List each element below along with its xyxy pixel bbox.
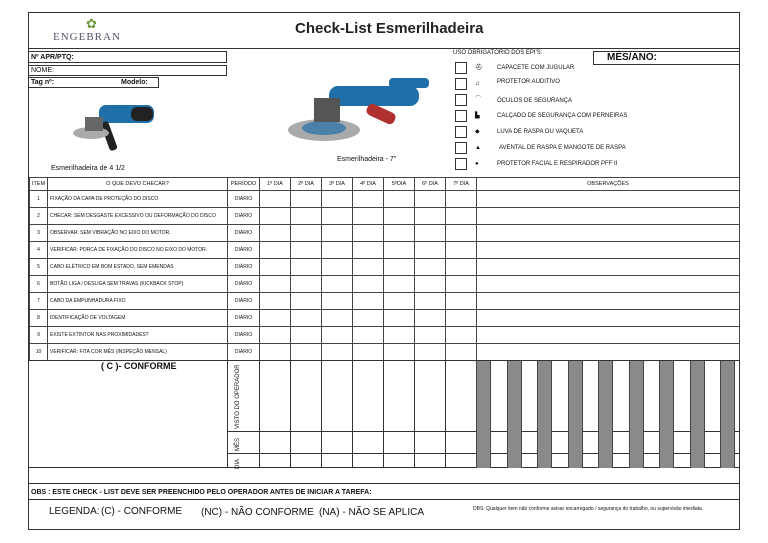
observation-cell[interactable] <box>477 327 740 344</box>
day-3-cell[interactable] <box>322 259 353 276</box>
observation-cell[interactable] <box>477 259 740 276</box>
day-2-cell[interactable] <box>291 276 322 293</box>
table-row <box>30 225 740 242</box>
check-description: OBSERVAR: SEM VIBRAÇÃO NO EIXO DO MOTOR. <box>48 225 228 242</box>
glove-icon: ◆ <box>475 129 480 135</box>
day-2-cell[interactable] <box>291 310 322 327</box>
day-1-cell[interactable] <box>260 327 291 344</box>
table-header-row <box>30 178 740 191</box>
shaded-block <box>629 361 644 468</box>
day-3-cell[interactable] <box>322 225 353 242</box>
table-row <box>30 259 740 276</box>
day-4-cell[interactable] <box>353 208 384 225</box>
day-2-cell[interactable] <box>291 242 322 259</box>
period-value: DIÁRIO <box>228 310 260 327</box>
day-5-cell[interactable] <box>384 225 415 242</box>
col-item: ITEM <box>30 178 48 191</box>
day-4-cell[interactable] <box>353 225 384 242</box>
day-5-cell[interactable] <box>384 276 415 293</box>
shaded-block <box>507 361 522 468</box>
check-description: CABO DA EMPUNHADURA FIXO <box>48 293 228 310</box>
col-check: O QUE DEVO CHECAR? <box>48 178 228 191</box>
apron-icon: ▲ <box>475 145 481 151</box>
col-day-6: 6º DIA <box>415 178 446 191</box>
mes-ano-label: MÊS/ANO: <box>607 52 657 63</box>
day-6-cell[interactable] <box>415 191 446 208</box>
check-description: FIXAÇÃO DA CAPA DE PROTEÇÃO DO DISCO <box>48 191 228 208</box>
table-row <box>30 293 740 310</box>
observation-cell[interactable] <box>477 191 740 208</box>
goggles-icon: ⌒ <box>475 97 482 103</box>
small-grinder-image <box>59 93 169 163</box>
day-7-cell[interactable] <box>446 259 477 276</box>
observation-cell[interactable] <box>477 276 740 293</box>
day-3-cell[interactable] <box>322 344 353 361</box>
day-1-cell[interactable] <box>260 344 291 361</box>
day-3-cell[interactable] <box>322 242 353 259</box>
item-number: 3 <box>30 225 48 242</box>
day-2-cell[interactable] <box>291 225 322 242</box>
day-4-cell[interactable] <box>353 327 384 344</box>
day-6-cell[interactable] <box>415 310 446 327</box>
day-4-cell[interactable] <box>353 310 384 327</box>
item-number: 1 <box>30 191 48 208</box>
ppe-label-calcado: CALÇADO DE SEGURANÇA COM PERNEIRAS <box>497 113 628 119</box>
legend-nao-se-aplica: (NA) - NÃO SE APLICA <box>319 507 425 518</box>
period-value: DIÁRIO <box>228 259 260 276</box>
ppe-label-avental: AVENTAL DE RASPA E MANGOTE DE RASPA <box>499 145 626 151</box>
visto-operador-label: VISTO DO OPERADOR <box>235 364 241 429</box>
period-value: DIÁRIO <box>228 225 260 242</box>
legend-label: LEGENDA: <box>49 506 100 517</box>
brand-name: ENGEBRAN <box>53 31 121 43</box>
table-row <box>30 191 740 208</box>
obs-line: OBS : ESTE CHECK - LIST DEVE SER PREENCHIDO PELO OPERADOR ANTES DE INICIAR A TAREFA: <box>31 489 372 496</box>
nome-label: NOME: <box>31 67 54 74</box>
period-value: DIÁRIO <box>228 276 260 293</box>
day-7-cell[interactable] <box>446 327 477 344</box>
observation-cell[interactable] <box>477 344 740 361</box>
check-description: IDENTIFICAÇÃO DE VOLTAGEM <box>48 310 228 327</box>
item-number: 5 <box>30 259 48 276</box>
day-1-cell[interactable] <box>260 242 291 259</box>
day-2-cell[interactable] <box>291 327 322 344</box>
face-shield-icon: ● <box>475 161 479 167</box>
table-row <box>30 208 740 225</box>
grid-line <box>321 360 322 468</box>
shaded-block <box>690 361 705 468</box>
ppe-label-oculos: ÓCULOS DE SEGURANÇA <box>497 98 573 104</box>
day-4-cell[interactable] <box>353 191 384 208</box>
ppe-checkbox-capacete[interactable] <box>455 62 467 74</box>
item-number: 4 <box>30 242 48 259</box>
shaded-block <box>720 361 735 468</box>
day-1-cell[interactable] <box>260 310 291 327</box>
table-row <box>30 327 740 344</box>
grid-line <box>259 360 260 468</box>
check-description: CABO ELÉTRICO EM BOM ESTADO, SEM EMENDAS <box>48 259 228 276</box>
day-7-cell[interactable] <box>446 293 477 310</box>
item-number: 7 <box>30 293 48 310</box>
day-3-cell[interactable] <box>322 276 353 293</box>
modelo-label: Modelo: <box>121 79 148 86</box>
boot-icon: ▙ <box>475 113 480 119</box>
day-3-cell[interactable] <box>322 293 353 310</box>
day-3-cell[interactable] <box>322 327 353 344</box>
item-number: 6 <box>30 276 48 293</box>
day-2-cell[interactable] <box>291 259 322 276</box>
conforme-note: ( C )- CONFORME <box>101 361 177 371</box>
day-4-cell[interactable] <box>353 293 384 310</box>
col-day-7: 7º DIA <box>446 178 477 191</box>
divider <box>29 483 739 484</box>
day-4-cell[interactable] <box>353 259 384 276</box>
grid-line <box>290 360 291 468</box>
day-7-cell[interactable] <box>446 208 477 225</box>
day-3-cell[interactable] <box>322 208 353 225</box>
nome-field[interactable] <box>29 65 227 76</box>
tag-label: Tag nº: <box>31 79 55 86</box>
legend-nao-conforme: (NC) - NÃO CONFORME <box>201 507 314 518</box>
period-value: DIÁRIO <box>228 327 260 344</box>
observation-cell[interactable] <box>477 293 740 310</box>
divider <box>29 499 739 500</box>
day-7-cell[interactable] <box>446 344 477 361</box>
day-6-cell[interactable] <box>415 327 446 344</box>
day-2-cell[interactable] <box>291 208 322 225</box>
observation-cell[interactable] <box>477 208 740 225</box>
col-observations: OBSERVAÇÕES <box>477 178 740 191</box>
ppe-label-protetor-auditivo: PROTETOR AUDITIVO <box>497 79 560 85</box>
day-5-cell[interactable] <box>384 293 415 310</box>
day-5-cell[interactable] <box>384 191 415 208</box>
day-7-cell[interactable] <box>446 242 477 259</box>
table-row <box>30 276 740 293</box>
dia-label: DIA <box>235 458 241 469</box>
day-3-cell[interactable] <box>322 191 353 208</box>
day-5-cell[interactable] <box>384 310 415 327</box>
day-5-cell[interactable] <box>384 242 415 259</box>
day-1-cell[interactable] <box>260 259 291 276</box>
observation-cell[interactable] <box>477 242 740 259</box>
day-5-cell[interactable] <box>384 208 415 225</box>
page-title: Check-List Esmerilhadeira <box>295 20 484 37</box>
ppe-checkbox-protetor-auditivo[interactable] <box>455 78 467 90</box>
day-6-cell[interactable] <box>415 276 446 293</box>
day-1-cell[interactable] <box>260 191 291 208</box>
col-day-2: 2º DIA <box>291 178 322 191</box>
day-1-cell[interactable] <box>260 276 291 293</box>
obs-right-note: OBS: Qualquer item não conforme avisar encarregado / segurança do trabalho, ou supervisão imediata. <box>472 506 704 512</box>
check-description: CHECAR: SEM DESGASTE EXCESSIVO OU DEFORMAÇÃO DO DISCO <box>48 208 228 225</box>
company-logo <box>53 17 143 47</box>
day-4-cell[interactable] <box>353 344 384 361</box>
day-4-cell[interactable] <box>353 242 384 259</box>
item-number: 10 <box>30 344 48 361</box>
shaded-block <box>476 361 491 468</box>
col-day-1: 1º DIA <box>260 178 291 191</box>
day-7-cell[interactable] <box>446 310 477 327</box>
shaded-block <box>537 361 552 468</box>
table-row <box>30 344 740 361</box>
small-grinder-caption: Esmerilhadeira de 4 1/2 <box>51 165 125 172</box>
item-number: 9 <box>30 327 48 344</box>
table-row <box>30 242 740 259</box>
period-value: DIÁRIO <box>228 344 260 361</box>
grid-line <box>383 360 384 468</box>
ppe-checkbox-calcado[interactable] <box>455 110 467 122</box>
item-number: 8 <box>30 310 48 327</box>
check-description: VERIFICAR: FITA COR MÊS (INSPEÇÃO MENSAL) <box>48 344 228 361</box>
day-2-cell[interactable] <box>291 191 322 208</box>
day-5-cell[interactable] <box>384 344 415 361</box>
check-description: VERIFICAR: PORCA DE FIXAÇÃO DO DISCO NO EIXO DO MOTOR. <box>48 242 228 259</box>
observation-cell[interactable] <box>477 225 740 242</box>
observation-cell[interactable] <box>477 310 740 327</box>
shaded-block <box>659 361 674 468</box>
grid-line <box>414 360 415 468</box>
day-2-cell[interactable] <box>291 293 322 310</box>
day-4-cell[interactable] <box>353 276 384 293</box>
legend-conforme: (C) - CONFORME <box>101 506 183 517</box>
day-6-cell[interactable] <box>415 242 446 259</box>
day-2-cell[interactable] <box>291 344 322 361</box>
ppe-helmet-icon: ⛑ <box>475 65 483 71</box>
col-day-3: 3º DIA <box>322 178 353 191</box>
ppe-title: USO OBRIGATÓRIO DOS EPI'S: <box>453 50 543 56</box>
ppe-checkbox-protetor-facial[interactable] <box>455 158 467 170</box>
col-day-5: 5ºDIA <box>384 178 415 191</box>
grid-line <box>445 360 446 468</box>
grid-line <box>352 360 353 468</box>
day-5-cell[interactable] <box>384 327 415 344</box>
ear-protector-icon: ♫ <box>475 81 480 87</box>
ppe-label-capacete: CAPACETE COM JUGULAR <box>497 65 575 71</box>
day-1-cell[interactable] <box>260 225 291 242</box>
period-value: DIÁRIO <box>228 208 260 225</box>
ppe-label-protetor-facial: PROTETOR FACIAL E RESPIRADOR PFF II <box>497 161 618 167</box>
table-row <box>30 310 740 327</box>
day-7-cell[interactable] <box>446 276 477 293</box>
period-value: DIÁRIO <box>228 293 260 310</box>
day-6-cell[interactable] <box>415 344 446 361</box>
day-6-cell[interactable] <box>415 293 446 310</box>
mes-label: MÊS <box>235 437 241 451</box>
ppe-checkbox-luva[interactable] <box>455 126 467 138</box>
document-header <box>29 13 739 49</box>
checklist-table <box>29 177 740 361</box>
day-7-cell[interactable] <box>446 225 477 242</box>
period-value: DIÁRIO <box>228 242 260 259</box>
ppe-checkbox-oculos[interactable] <box>455 94 467 106</box>
day-6-cell[interactable] <box>415 225 446 242</box>
apr-label: Nº APR/PTQ: <box>31 54 74 61</box>
large-grinder-image <box>284 68 439 158</box>
shaded-block <box>568 361 583 468</box>
check-description: BOTÃO LIGA / DESLIGA SEM TRAVAS (KICKBACK STOP) <box>48 276 228 293</box>
check-description: EXISTE EXTINTOR NAS PROXIMIDADES? <box>48 327 228 344</box>
day-1-cell[interactable] <box>260 208 291 225</box>
period-value: DIÁRIO <box>228 191 260 208</box>
day-1-cell[interactable] <box>260 293 291 310</box>
day-6-cell[interactable] <box>415 208 446 225</box>
large-grinder-caption: Esmerilhadeira - 7" <box>337 156 397 163</box>
day-5-cell[interactable] <box>384 259 415 276</box>
ppe-checkbox-avental[interactable] <box>455 142 467 154</box>
day-3-cell[interactable] <box>322 310 353 327</box>
col-period: PERÍODO <box>228 178 260 191</box>
col-day-4: 4º DIA <box>353 178 384 191</box>
checklist-document <box>28 12 740 530</box>
gear-logo-icon: ✿ <box>86 16 97 31</box>
day-7-cell[interactable] <box>446 191 477 208</box>
item-number: 2 <box>30 208 48 225</box>
grid-line <box>227 360 228 468</box>
day-6-cell[interactable] <box>415 259 446 276</box>
ppe-label-luva: LUVA DE RASPA OU VAQUETA <box>497 129 584 135</box>
shaded-block <box>598 361 613 468</box>
